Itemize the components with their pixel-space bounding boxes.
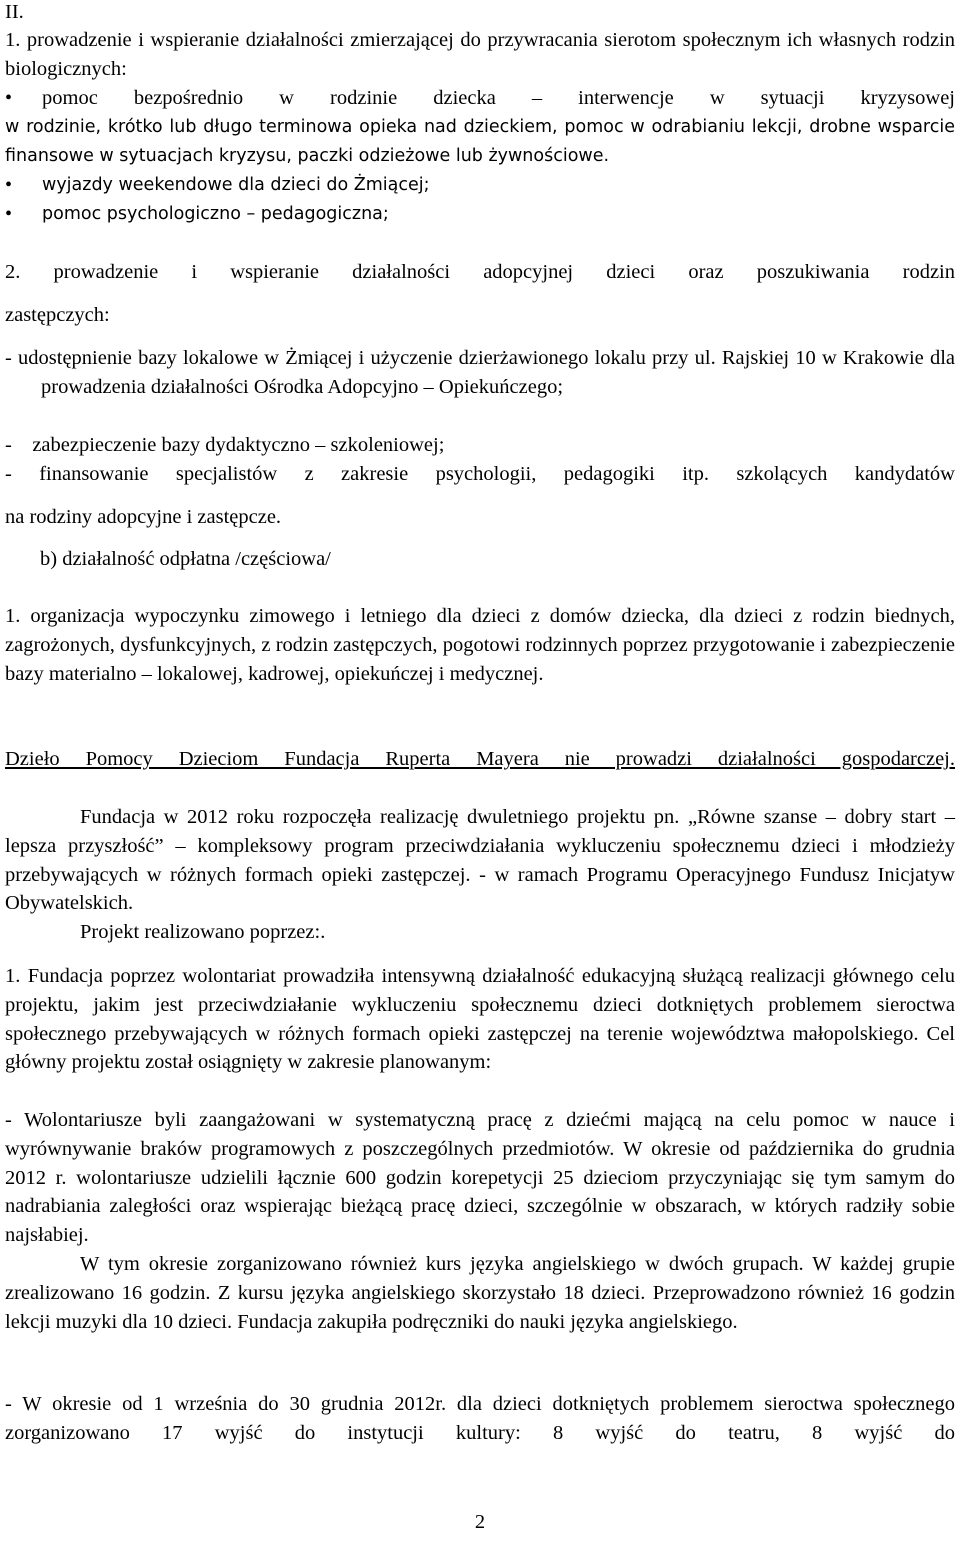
bullet-item-1-cont: w rodzinie, krótko lub długo terminowa opieka nad dzieckiem, pomoc w odrabianiu lekcji, drobne wsparcie finansowe w sytuacjach kryzysu, paczki odzieżowe lub żywnościowe. [5, 117, 955, 166]
section-number: II. [5, 1, 24, 23]
no-business-statement: Dzieło Pomocy Dzieciom Fundacja Ruperta Mayera nie prowadzi działalności gospodarczej. [5, 748, 955, 770]
item-2-dash-3: - finansowanie specjalistów z zakresie psychologii, pedagogiki itp. szkolących kandydatów [5, 463, 955, 485]
project-intro: Fundacja w 2012 roku rozpoczęła realizację dwuletniego projektu pn. „Równe szanse – dobry start – lepsza przyszłość” – kompleksowy program przeciwdziałania wykluczeniu społecznemu dzieci i młodzieży przebywających w różnych formach opieki zastępczej. - w ramach Programu Operacyjnego Fundusz Inicjatyw Obywatelskich. [5, 806, 955, 915]
volunteers-paragraph: - Wolontariusze byli zaangażowani w systematyczną pracę z dziećmi mającą na celu pomoc w nauce i wyrównywanie braków programowych z poszczególnych przedmiotów. W okresie od października do grudnia 2012 r. wolontariusze udzielili łącznie 600 godzin korepetycji 25 dzieciom przyczyniając się tym samym do nadrabiania zaległości oraz wspierając bieżącą pracę dzieci, szczególnie w obszarach, w których radziły sobie najsłabiej. [5, 1109, 955, 1247]
bullet-icon: • [5, 87, 13, 109]
item-2-dash-2: - zabezpieczenie bazy dydaktyczno – szkoleniowej; [5, 434, 445, 456]
point-1: 1. Fundacja poprzez wolontariat prowadziła intensywną działalność edukacyjną służącą realizacji głównego celu projektu, jakim jest przeciwdziałanie wykluczeniu społecznemu dzieci dotkniętych problemem sieroctwa społecznego przebywających w różnych formach opieki zastępczej na terenie województwa małopolskiego. Cel główny projektu został osiągnięty w zakresie planowanym: [5, 965, 955, 1074]
paid-item-1: 1. organizacja wypoczynku zimowego i letniego dla dzieci z domów dziecka, dla dzieci z rodzin biednych, zagrożonych, dysfunkcyjnych, z rodzin zastępczych, pogotowi rodzinnych poprzez przygotowanie i zabezpieczenie bazy materialno – lokalowej, kadrowej, opiekuńczej i medycznej. [5, 605, 955, 685]
culture-paragraph: - W okresie od 1 września do 30 grudnia 2012r. dla dzieci dotkniętych problemem sieroctwa społecznego zorganizowano 17 wyjść do instytucji kultury: 8 wyjść do teatru, 8 wyjść do [5, 1393, 955, 1444]
bullet-item-3: pomoc psychologiczno – pedagogiczna; [42, 204, 389, 224]
item-2-dash-1: - udostępnienie bazy lokalowe w Żmiącej i użyczenie dzierżawionego lokalu przy ul. Rajskiej 10 w Krakowie dla prowadzenia działalności Ośrodka Adopcyjno – Opiekuńczego; [5, 347, 955, 398]
project-realized: Projekt realizowano poprzez:. [80, 921, 326, 943]
bullet-item-2: wyjazdy weekendowe dla dzieci do Żmiącej; [42, 175, 430, 195]
item-2-text-cont: zastępczych: [5, 304, 110, 326]
item-1-text: 1. prowadzenie i wspieranie działalności zmierzającej do przywracania sierotom społecznym ich własnych rodzin biologicznych: [5, 29, 955, 80]
item-2-text: 2. prowadzenie i wspieranie działalności adopcyjnej dzieci oraz poszukiwania rodzin [5, 261, 955, 283]
bullet-item-1: pomoc bezpośrednio w rodzinie dziecka – interwencje w sytuacji kryzysowej [42, 87, 955, 109]
section-b-heading: b) działalność odpłatna /częściowa/ [40, 548, 331, 570]
english-course-paragraph: W tym okresie zorganizowano również kurs języka angielskiego w dwóch grupach. W każdej grupie zrealizowano 16 godzin. Z kursu języka angielskiego skorzystało 18 dzieci. Przeprowadzono również 16 godzin lekcji muzyki dla 10 dzieci. Fundacja zakupiła podręczniki do nauki języka angielskiego. [5, 1253, 955, 1333]
page-number: 2 [474, 1511, 486, 1533]
item-2-dash-3-cont: na rodziny adopcyjne i zastępcze. [5, 506, 282, 528]
bullet-icon: • [5, 203, 13, 225]
bullet-icon: • [5, 174, 13, 196]
